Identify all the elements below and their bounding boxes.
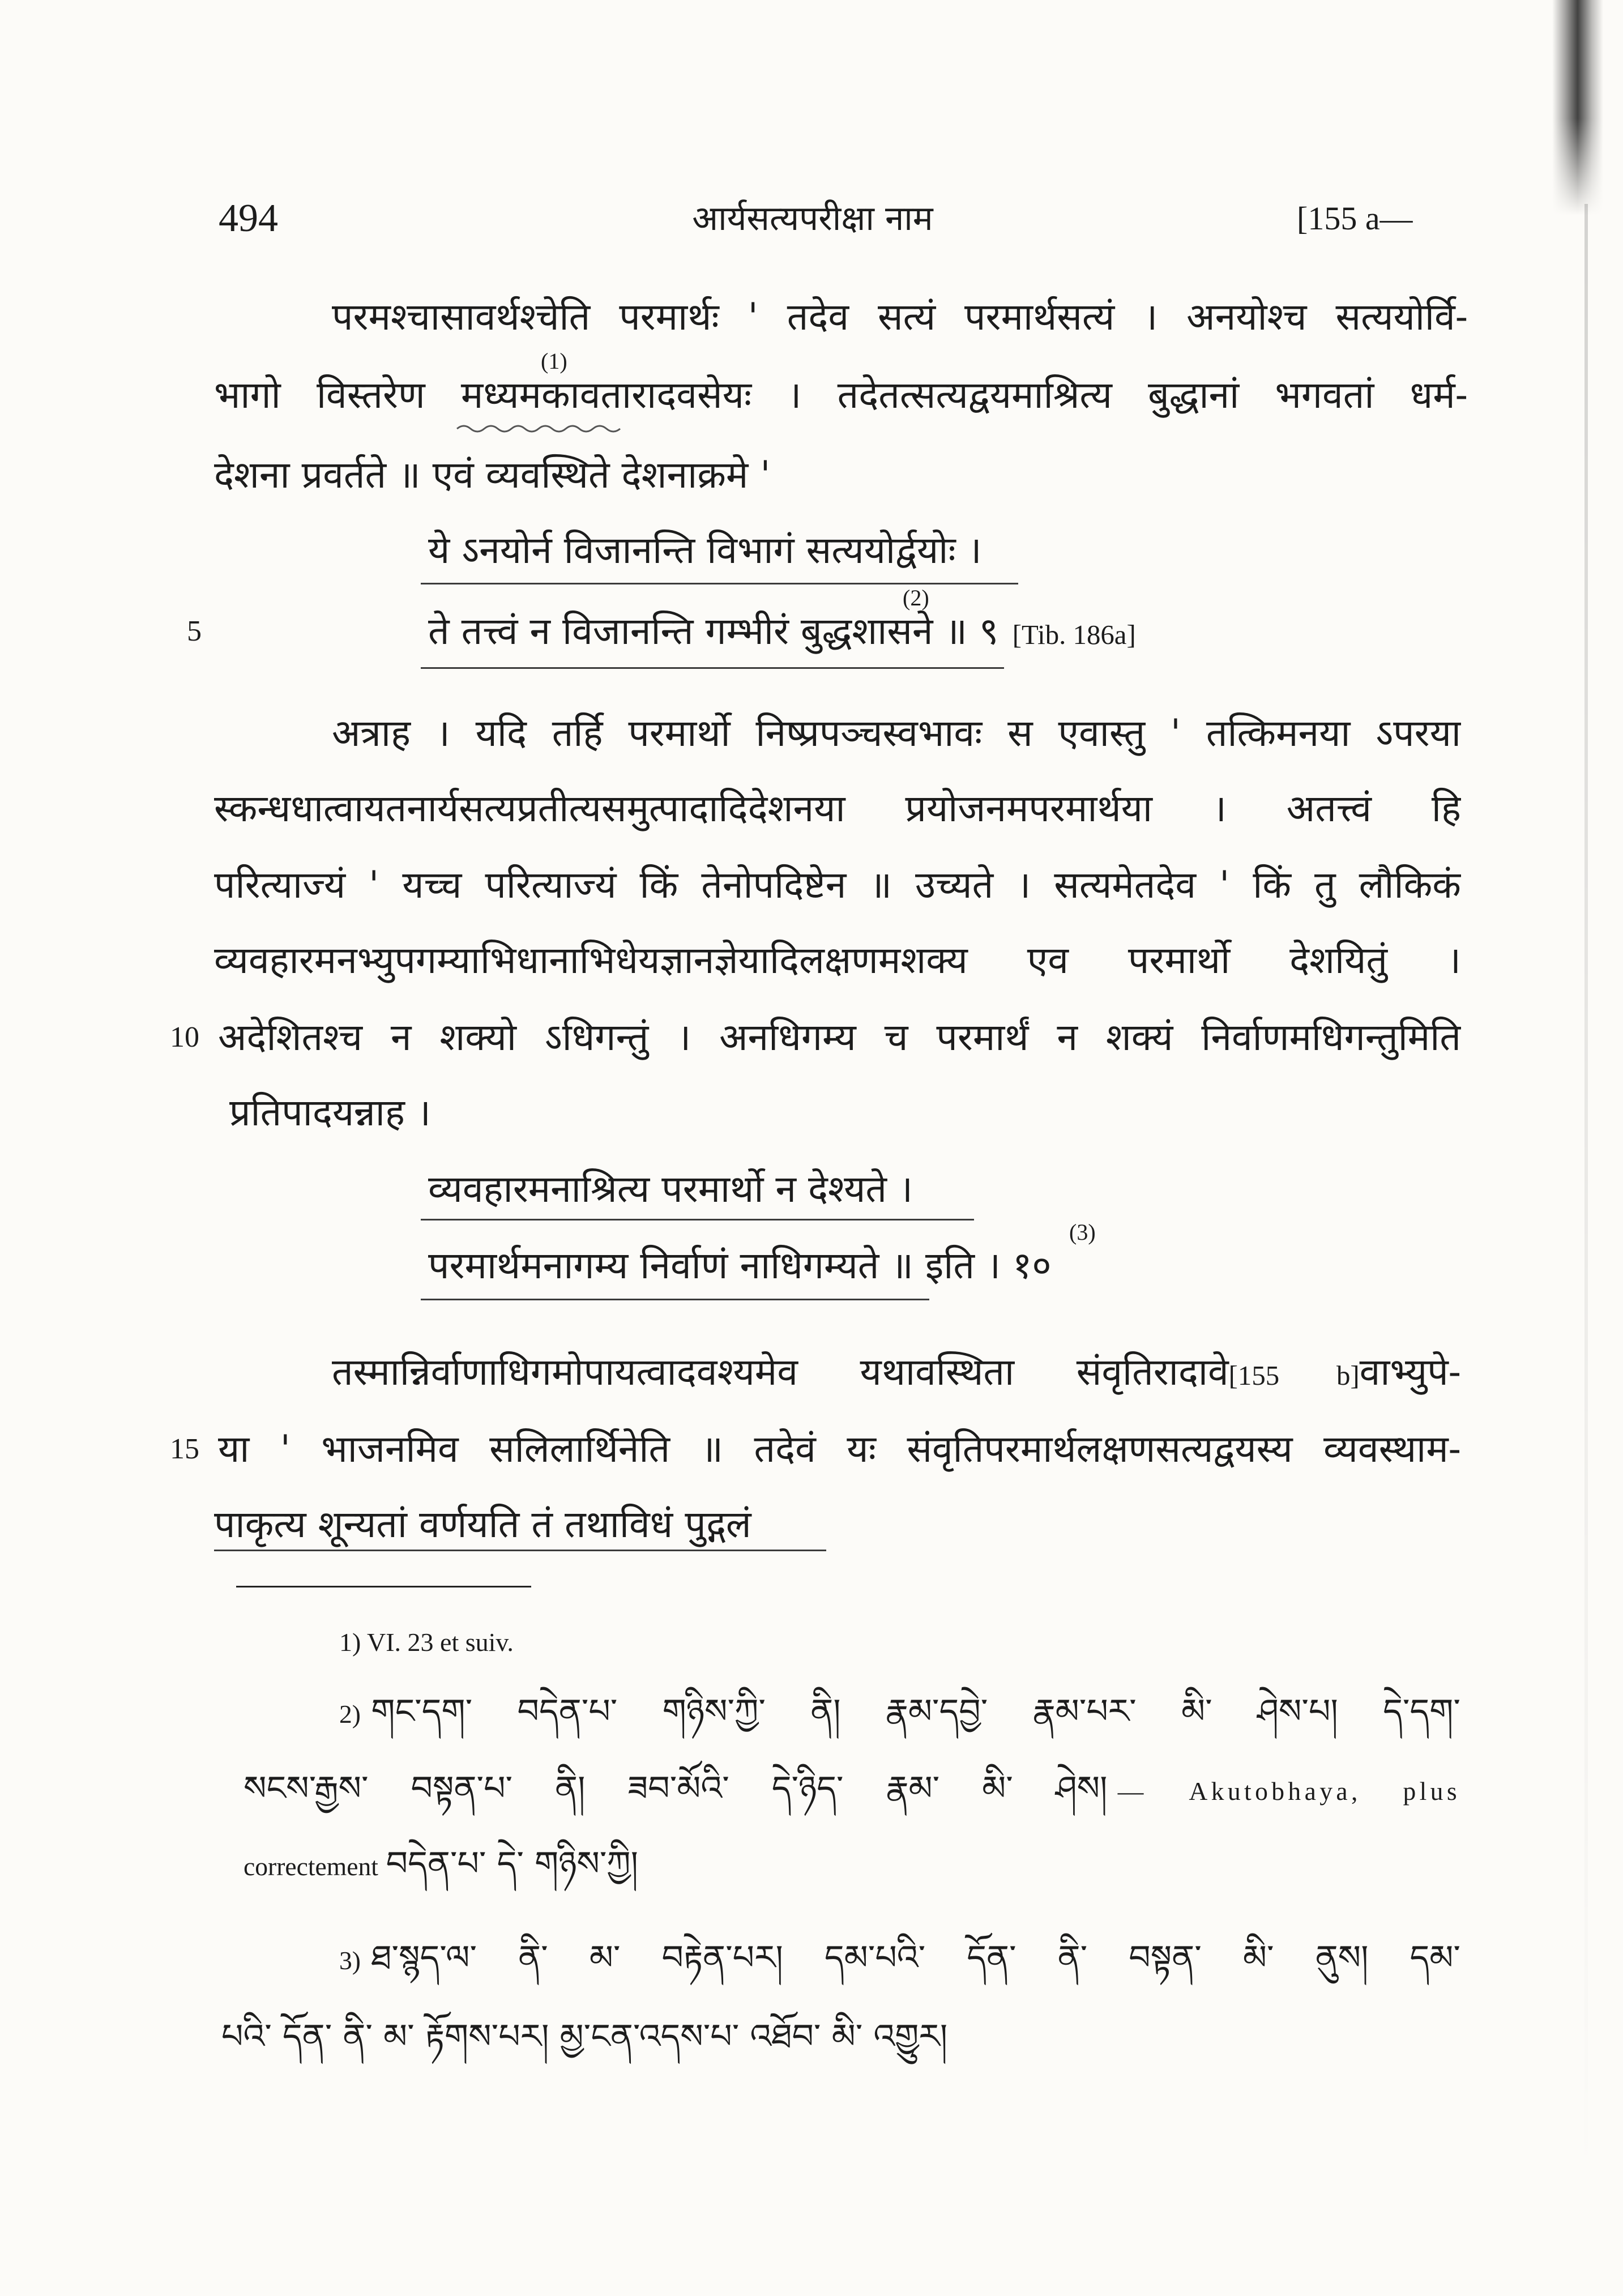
body-line-q3: पाकृत्य शून्यतां वर्णयति तं तथाविधं पुद्गलं: [214, 1503, 751, 1546]
footnote-latin-note: — Akutobhaya, plus: [1117, 1777, 1460, 1806]
pencil-underline: [421, 583, 1018, 584]
body-text-segment: वाभ्युपे-: [1359, 1350, 1461, 1394]
body-text-segment: तस्मान्निर्वाणाधिगमोपायत्वादवश्यमेव यथावस्थिता संवृतिरादावे: [332, 1350, 1229, 1394]
verse-9-line-a: ये ऽनयोर्न विजानन्ति विभागं सत्ययोर्द्वयोः ।: [428, 528, 982, 572]
body-line-q1: [332, 1338, 1461, 1406]
scan-edge-artifact: [1552, 0, 1603, 215]
body-line-3: देशना प्रवर्तते ॥ एवं व्यवस्थिते देशनाक्रमे ': [214, 453, 771, 497]
footnote-tibetan-text: ཐ་སྙད་ལ་ ནི་ མ་ བརྟེན་པར། དམ་པའི་ དོན་ ནི་ བསྟན་ མི་ ནུས། དམ་: [371, 1938, 1460, 1978]
running-title: आर्यसत्यपरीक्षा नाम: [692, 199, 933, 238]
tibetan-folio-reference: [Tib. 186a]: [1012, 619, 1136, 650]
body-line-q2: या ' भाजनमिव सलिलार्थिनेति ॥ तदेवं यः संवृतिपरमार्थलक्षणसत्यद्वयस्य व्यवस्थाम-: [218, 1427, 1461, 1471]
footnote-2-line-3: [244, 1830, 838, 1898]
footnote-latin-note: correctement: [244, 1852, 378, 1881]
verse-9-text: ते तत्त्वं न विजानन्ति गम्भीरं बुद्धशासने ॥ ९: [428, 609, 999, 653]
footnote-3-line-2: པའི་ དོན་ ནི་ མ་ རྟོགས་པར། མྱ་ངན་འདས་པ་ འཐོབ་ མི་ འགྱུར།: [221, 2017, 948, 2056]
footnote-1: [339, 1608, 849, 1676]
footnote-label: 2): [339, 1700, 361, 1729]
verse-10-line-b: परमार्थमनागम्य निर्वाणं नाधिगम्यते ॥ इति । १०: [428, 1244, 1052, 1287]
pencil-underline: [214, 1550, 826, 1551]
body-line-p1: अत्राह । यदि तर्हि परमार्थो निष्प्रपञ्चस्वभावः स एवास्तु ' तत्किमनया ऽपरया: [332, 711, 1461, 755]
footnote-tibetan-text: བདེན་པ་ དེ་ གཉིས་ཀྱི།: [386, 1844, 638, 1884]
footnote-2-line-2: [244, 1755, 1460, 1823]
body-line-1: परमश्चासावर्थश्चेति परमार्थः ' तदेव सत्यं परमार्थसत्यं । अनयोश्च सत्ययोर्वि-: [332, 295, 1468, 339]
pencil-underline: [421, 667, 1004, 669]
footnote-label: 1): [339, 1628, 361, 1657]
footnote-mark-3: (3): [1069, 1219, 1096, 1245]
verse-10-line-a: व्यवहारमनाश्रित्य परमार्थो न देश्यते ।: [428, 1167, 913, 1211]
footnote-2-line-1: [339, 1678, 1460, 1746]
body-line-p4: व्यवहारमनभ्युपगम्याभिधानाभिधेयज्ञानज्ञेयादिलक्षणमशक्य एव परमार्थो देशयितुं ।: [214, 938, 1461, 982]
footnote-3-line-1: [339, 1924, 1460, 1992]
footnote-mark-2: (2): [903, 585, 929, 611]
footnote-label: 3): [339, 1946, 361, 1975]
verse-9-line-b: [428, 598, 1232, 665]
pencil-underline: [421, 1299, 929, 1300]
footnote-mark-1: (1): [541, 348, 567, 374]
footnote-text: VI. 23 et suiv.: [367, 1628, 514, 1657]
footnote-tibetan-text: སངས་རྒྱས་ བསྟན་པ་ ནི། ཟབ་མོའི་ དེ་ཉིད་ རྣམ་ མི་ ཤེས།: [244, 1769, 1108, 1808]
body-line-p2: स्कन्धधात्वायतनार्यसत्यप्रतीत्यसमुत्पादादिदेशनया प्रयोजनमपरमार्थया । अतत्त्वं हि: [214, 787, 1461, 830]
footnote-separator: [236, 1586, 531, 1587]
body-line-p6: प्रतिपादयन्नाह ।: [229, 1091, 431, 1134]
footnote-tibetan-text: གང་དག་ བདེན་པ་ གཉིས་ཀྱི་ ནི། རྣམ་དབྱེ་ རྣམ་པར་ མི་ ཤེས་པ། དེ་དག་: [371, 1692, 1460, 1731]
line-number-5: 5: [187, 615, 202, 647]
line-number-15: 15: [170, 1433, 199, 1465]
folio-marker: [155 a—: [1297, 200, 1413, 237]
scan-edge-line: [1584, 204, 1588, 2186]
pencil-wavy-underline: [456, 420, 626, 437]
line-number-10: 10: [170, 1021, 199, 1053]
body-line-p3: परित्याज्यं ' यच्च परित्याज्यं किं तेनोपदिष्टेन ॥ उच्यते । सत्यमेतदेव ' किं तु लौकिकं: [214, 863, 1461, 907]
page-number: 494: [219, 197, 278, 240]
folio-reference: [155 b]: [1228, 1360, 1360, 1391]
body-line-p5: अदेशितश्च न शक्यो ऽधिगन्तुं । अनधिगम्य च परमार्थं न शक्यं निर्वाणमधिगन्तुमिति: [218, 1015, 1461, 1059]
pencil-underline: [421, 1219, 974, 1220]
body-line-2: भागो विस्तरेण मध्यमकावतारादवसेयः । तदेतत्सत्यद्वयमाश्रित्य बुद्धानां भगवतां धर्म-: [214, 373, 1468, 417]
